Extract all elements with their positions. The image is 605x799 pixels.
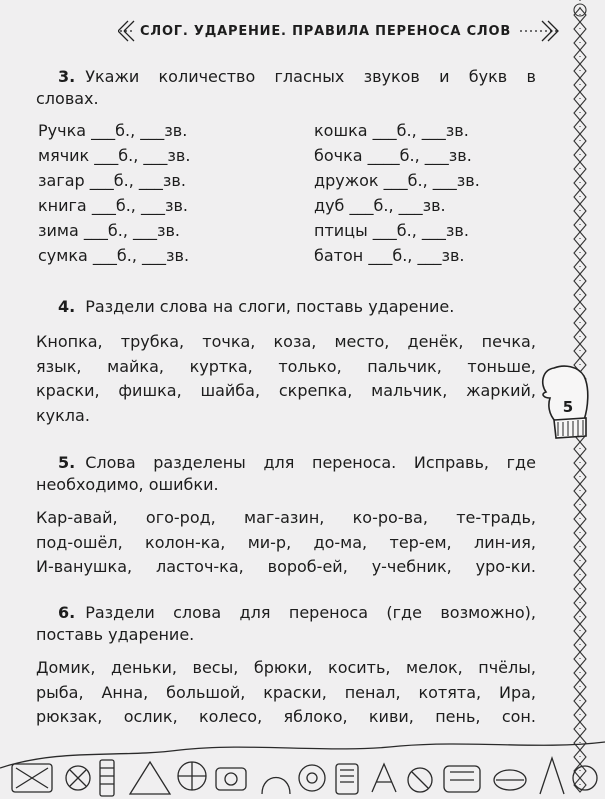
task-4-words [36,330,536,428]
word-item: батон ___б., ___зв. [314,246,465,265]
word-item: дружок ___б., ___зв. [314,171,480,190]
word-line: язык, майка, куртка, только, пальчик, тоньше, [36,356,536,376]
section-header [118,18,563,44]
word-item: сумка ___б., ___зв. [38,246,190,265]
word-item: бочка ____б., ___зв. [314,146,472,165]
header-title: СЛОГ. УДАРЕНИЕ. ПРАВИЛА ПЕРЕНОСА СЛОВ [134,24,517,39]
task-3-left-column [38,118,278,268]
word-item: дуб ___б., ___зв. [314,196,446,215]
word-line: Кар-авай, ого-род, маг-азин, ко-ро-ва, те-традь, [36,508,536,527]
task-number: 6. [58,603,76,622]
word-item: книга ___б., ___зв. [38,196,188,215]
task-5: 5. Слова разделены для переноса. Исправь, где необходимо, ошибки. [36,453,536,494]
task-6: 6. Раздели слова для переноса (где возможно), поставь ударение. [36,603,536,644]
task-number: 5. [58,453,76,472]
task-6-words [36,656,536,730]
task-3-right-column [314,118,554,268]
task-6-instruction: 6. Раздели слова для переноса (где возможно), [58,603,536,622]
task-3-instruction: 3. Укажи количество гласных звуков и букв в [58,67,536,86]
word-line: И-ванушка, ласточ-ка, вороб-ей, у-чебник, уро-ки. [36,557,536,576]
word-item: кошка ___б., ___зв. [314,121,469,140]
task-3: 3. Укажи количество гласных звуков и букв в словах. [36,67,536,108]
task-number: 4. [58,297,76,316]
word-line: кукла. [36,405,90,425]
word-item: мячик ___б., ___зв. [38,146,191,165]
word-line: под-ошёл, колон-ка, ми-р, до-ма, тер-ем, лин-ия, [36,532,536,552]
word-line: Домик, деньки, весы, брюки, косить, мелок, пчёлы, [36,658,536,677]
word-item: загар ___б., ___зв. [38,171,186,190]
word-item: зима ___б., ___зв. [38,221,181,240]
page-number: 5 [562,398,574,416]
task-number: 3. [58,67,76,86]
bottom-school-supplies-illustration [0,728,605,799]
word-line: рюкзак, ослик, колесо, яблоко, киви, пень, сон. [36,707,536,726]
task-5-words [36,506,536,580]
task-4 [36,296,536,318]
task-5-instruction: 5. Слова разделены для переноса. Исправь, где [58,453,536,472]
word-line: рыба, Анна, большой, краски, пенал, котята, Ира, [36,682,536,702]
word-item: птицы ___б., ___зв. [314,221,469,240]
word-line: краски, фишка, шайба, скрепка, мальчик, жаркий, [36,381,536,400]
word-item: Ручка ___б., ___зв. [38,121,188,140]
task-4-instruction: 4. Раздели слова на слоги, поставь ударение. [58,297,455,316]
word-line: Кнопка, трубка, точка, коза, место, денёк, печка, [36,332,536,351]
